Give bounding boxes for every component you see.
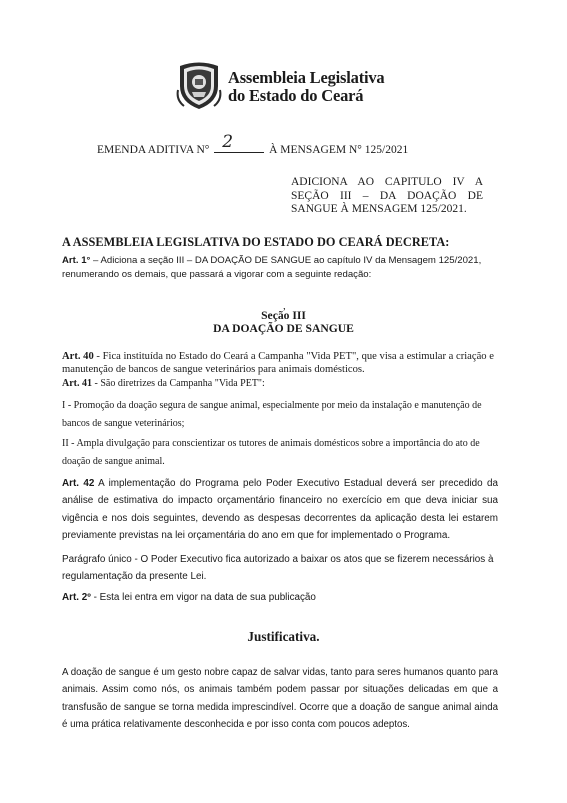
- art42-text: A implementação do Programa pelo Poder Executivo Estadual deverá ser precedido da análise de estimativa do impacto orçamentário financeiro no exercício em que deva iniciar sua vigência e nos dois seguintes, devendo as despesas decorrentes da aplicação desta lei estarem previamente previstas na lei orçamentária do ano em que for implementado o Programa.: [62, 478, 498, 542]
- ementa: ADICIONA AO CAPITULO IV A SEÇÃO III – DA DOAÇÃO DE SANGUE À MENSAGEM 125/2021.: [291, 176, 483, 215]
- paragrafo-unico: Parágrafo único - O Poder Executivo fica autorizado a baixar os atos que se fizerem necessários à regulamentação da presente Lei.: [62, 554, 494, 583]
- state-seal-icon: [176, 60, 222, 110]
- handwritten-number: 2: [222, 132, 234, 152]
- section-subtitle: DA DOAÇÃO DE SANGUE: [213, 322, 354, 335]
- amendment-number-blank: [214, 132, 264, 153]
- art41-paragraph: [62, 377, 498, 390]
- org-name-line2: do Estado do Ceará: [228, 86, 364, 105]
- art40-text: - Fica instituída no Estado do Ceará a Campanha "Vida PET", que visa a estimular a criação e manutenção de bancos de sangue veterinários para animais domésticos.: [62, 351, 494, 375]
- section-title: Seção III: [261, 309, 306, 322]
- art40-label: Art. 40: [62, 351, 94, 362]
- art1-label: Art. 1°: [62, 255, 91, 266]
- art41-text: - São diretrizes da Campanha "Vida PET":: [92, 378, 265, 389]
- justificativa-title: Justificativa.: [247, 629, 320, 644]
- inciso-1: I - Promoção da doação segura de sangue animal, especialmente por meio da instalação e manutenção de bancos de sangue veterinários;: [62, 400, 482, 429]
- art2-text: - Esta lei entra em vigor na data de sua publicação: [90, 592, 316, 603]
- letterhead: [176, 60, 406, 110]
- art42-paragraph: [62, 475, 498, 545]
- art42-label: Art. 42: [62, 478, 95, 489]
- amendment-prefix: EMENDA ADITIVA N°: [97, 144, 210, 156]
- art2-paragraph: [62, 591, 498, 605]
- org-name-line1: Assembleia Legislativa: [228, 68, 385, 87]
- art41-label: Art. 41: [62, 378, 92, 389]
- art1-text: – Adiciona a seção III – DA DOAÇÃO DE SANGUE ao capítulo IV da Mensagem 125/2021, renumerando os demais, que passará a vigorar com a seguinte redação:: [62, 255, 482, 280]
- art40-paragraph: [62, 350, 498, 376]
- amendment-suffix: À MENSAGEM N° 125/2021: [269, 144, 409, 156]
- decreta-heading: A ASSEMBLEIA LEGISLATIVA DO ESTADO DO CEARÁ DECRETA:: [62, 235, 450, 249]
- section-comma: ,: [283, 300, 286, 312]
- amendment-line: [97, 132, 409, 156]
- art1-paragraph: [62, 254, 498, 282]
- justificativa-text: A doação de sangue é um gesto nobre capaz de salvar vidas, tanto para seres humanos quanto para animais. Assim como nós, os animais também podem passar por situações delicadas em que a transfusão de sangue se torna medida imprescindível. Ocorre que a doação de sangue animal ainda é uma prática relativamente desconhecida e por isso conta com poucos adeptos.: [62, 667, 498, 731]
- inciso-2: II - Ampla divulgação para conscientizar os tutores de animais domésticos sobre a importância do ato de doação de sangue animal.: [62, 438, 480, 467]
- art2-label: Art. 2º: [62, 592, 91, 603]
